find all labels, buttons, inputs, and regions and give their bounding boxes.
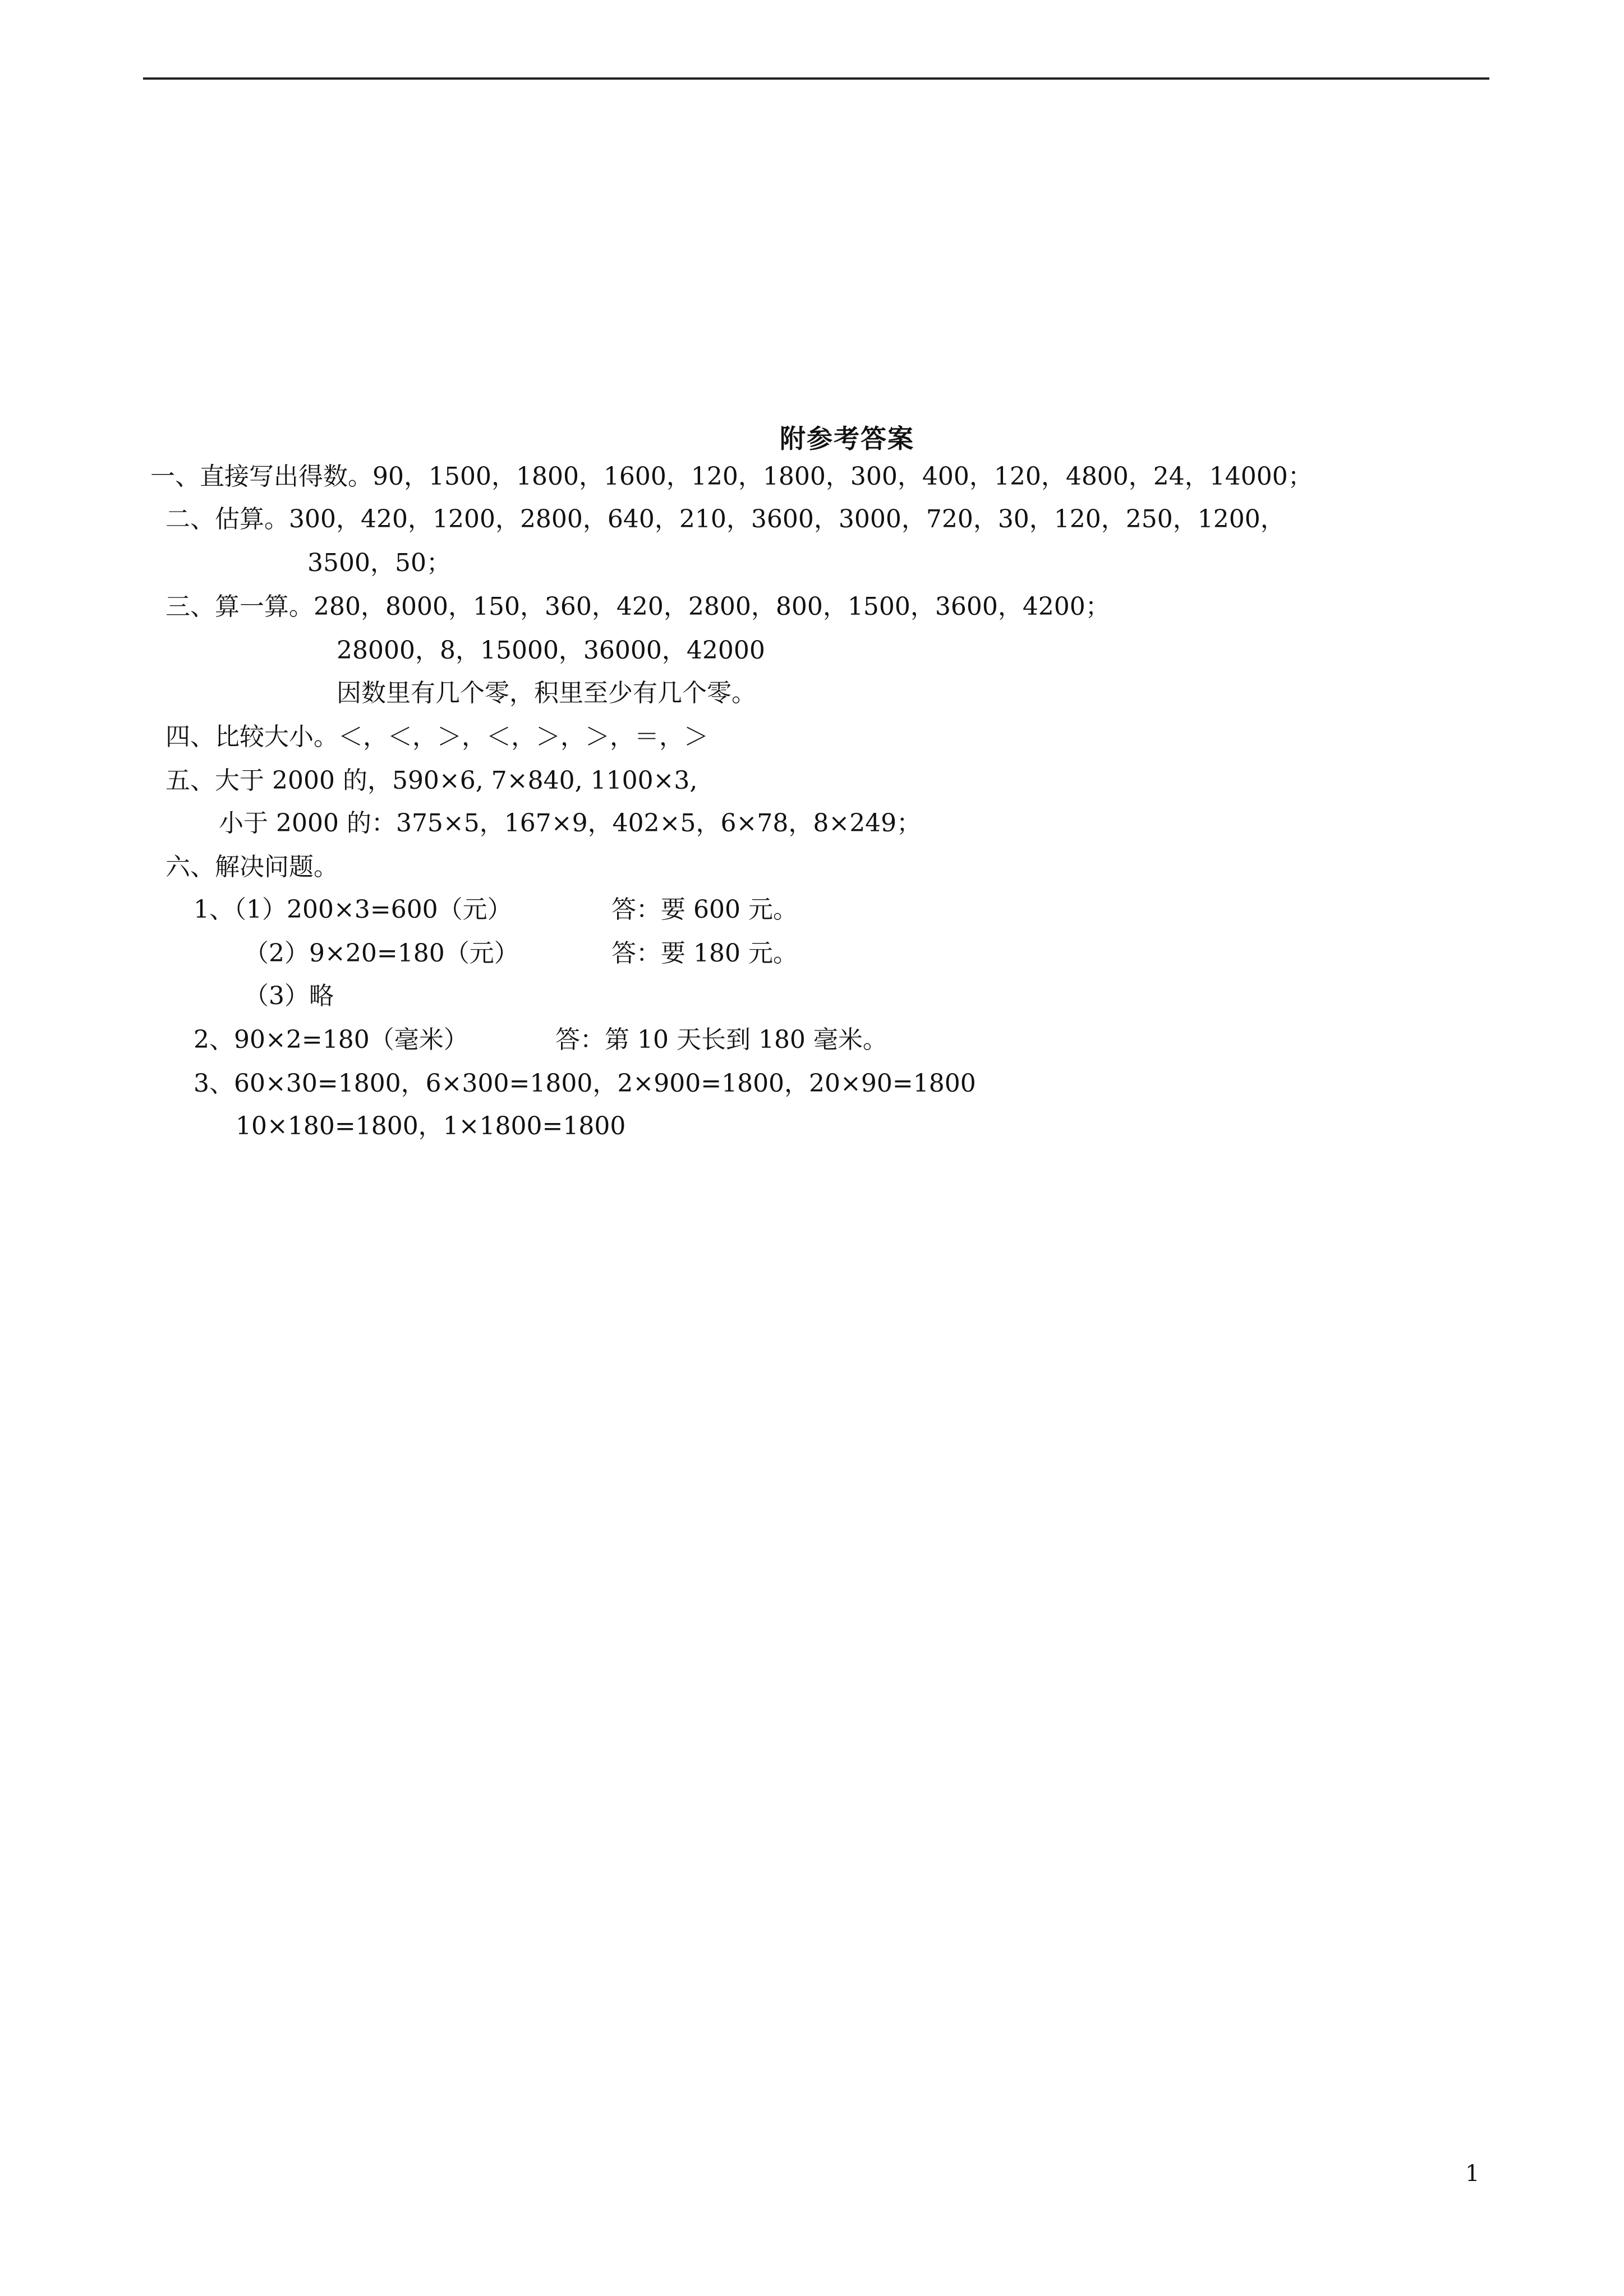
answer-6-1-2: （2）9×20=180（元）	[244, 939, 519, 968]
answer-6-2: 2、90×2=180（毫米）	[194, 1025, 468, 1054]
answer-6-1-2-reply: 答：要 180 元。	[611, 939, 798, 968]
answer-6-3-cont: 10×180=1800，1×1800=1800	[236, 1112, 626, 1140]
answer-section-3-note: 因数里有几个零，积里至少有几个零。	[337, 679, 756, 707]
answer-section-4: 四、比较大小。＜，＜，＞，＜，＞，＞，＝，＞	[165, 723, 709, 751]
answer-section-5: 五、大于 2000 的，590×6, 7×840, 1100×3,	[165, 766, 698, 795]
answer-section-6: 六、解决问题。	[165, 853, 338, 881]
answer-6-1-1: 1、（1）200×3=600（元）	[194, 895, 512, 924]
answer-6-3: 3、60×30=1800，6×300=1800，2×900=1800，20×90=1800	[194, 1069, 976, 1098]
answer-section-3-cont: 28000，8，15000，36000，42000	[337, 636, 765, 665]
answer-section-1: 一、直接写出得数。90，1500，1800，1600，120，1800，300，400，120，4800，24，14000；	[150, 462, 1313, 491]
answer-6-1-3: （3）略	[244, 982, 334, 1010]
answer-section-5-cont: 小于 2000 的：375×5，167×9，402×5，6×78，8×249；	[219, 809, 922, 838]
answer-6-2-reply: 答：第 10 天长到 180 毫米。	[555, 1025, 887, 1054]
page-number: 1	[1465, 2161, 1480, 2187]
answer-section-3: 三、算一算。280，8000，150，360，420，2800，800，1500，3600，4200；	[165, 592, 1110, 621]
answer-section-2-cont: 3500，50；	[307, 549, 451, 577]
answer-6-1-1-reply: 答：要 600 元。	[611, 895, 798, 924]
header-rule	[143, 77, 1489, 80]
document-title: 附参考答案	[780, 424, 914, 454]
answer-section-2: 二、估算。300，420，1200，2800，640，210，3600，3000，720，30，120，250，1200，	[165, 505, 1285, 533]
